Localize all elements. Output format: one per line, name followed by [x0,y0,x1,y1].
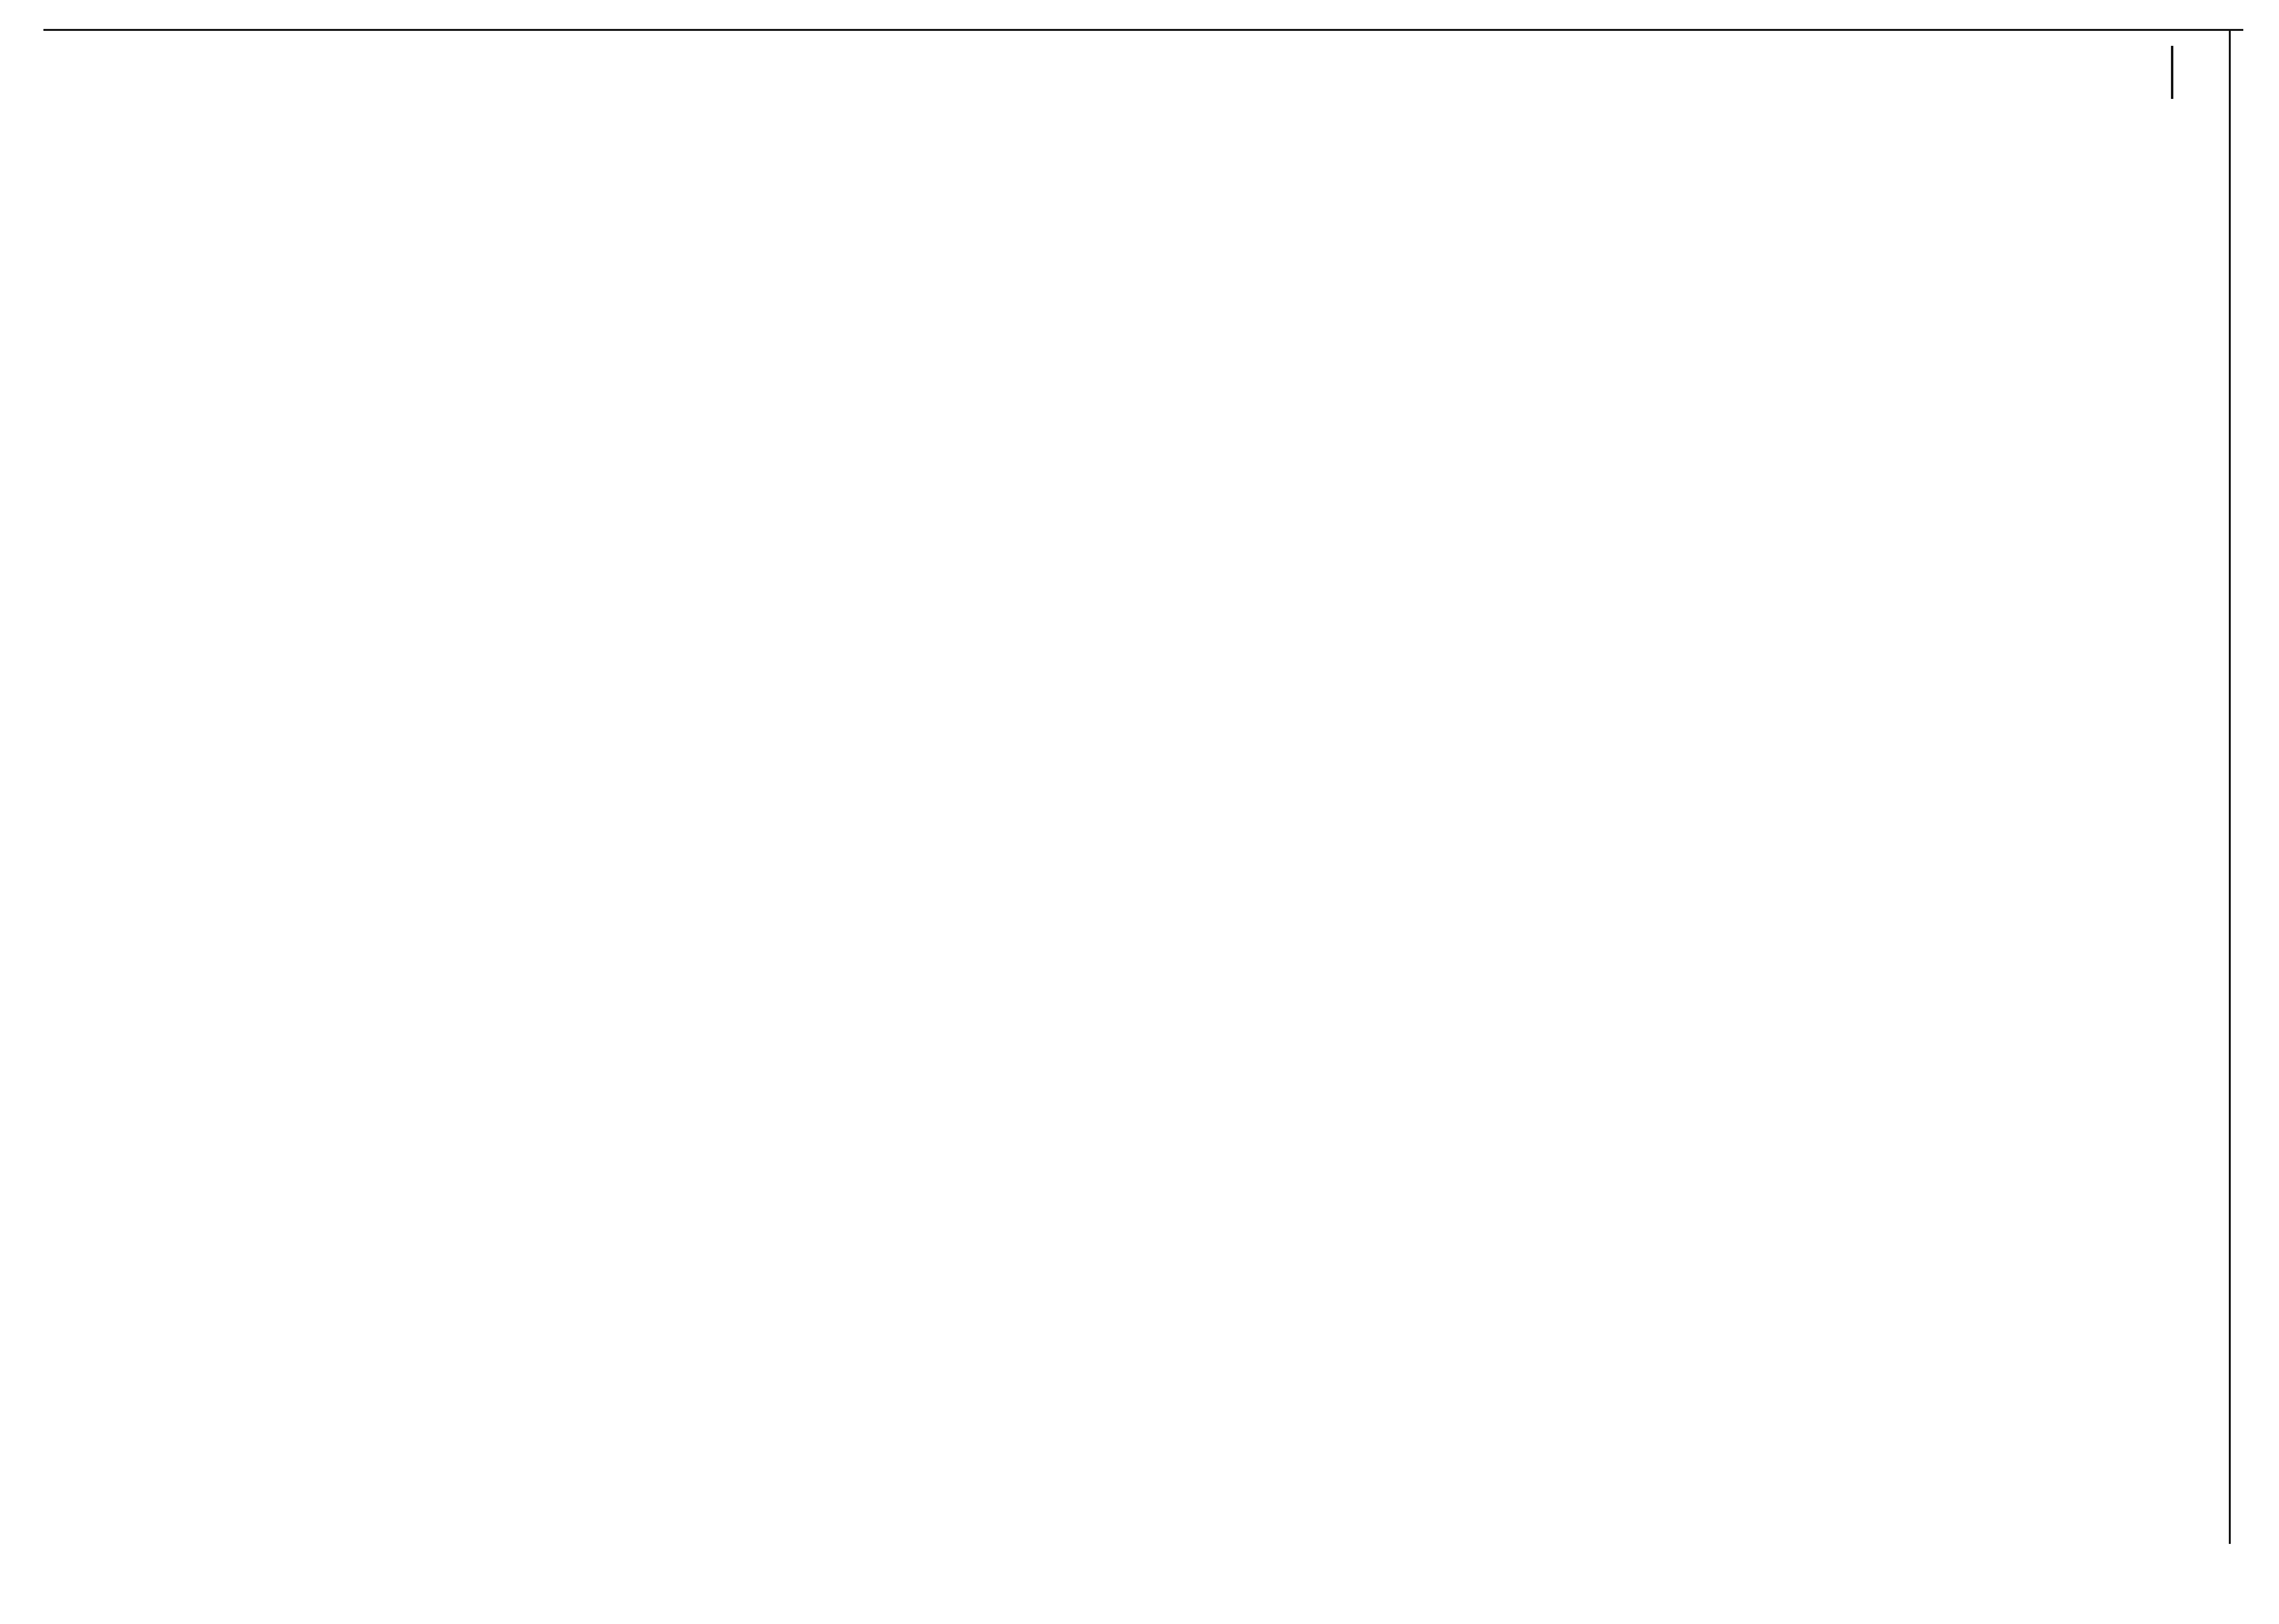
header-name-line1 [236,125,1163,164]
header-unit-code [1397,159,1474,265]
header-unit-mass [2079,96,2210,265]
header-equipment-code [1662,116,1845,251]
header-unit-group [1322,96,1474,150]
header-type-doc [1131,101,1319,265]
header-position [128,116,229,251]
header-unit-price [1848,106,1978,261]
header-name-line2 [236,171,1163,210]
header-quantity [1980,116,2077,251]
header-unit-name [1322,159,1394,265]
header-plant-code [1476,116,1660,251]
